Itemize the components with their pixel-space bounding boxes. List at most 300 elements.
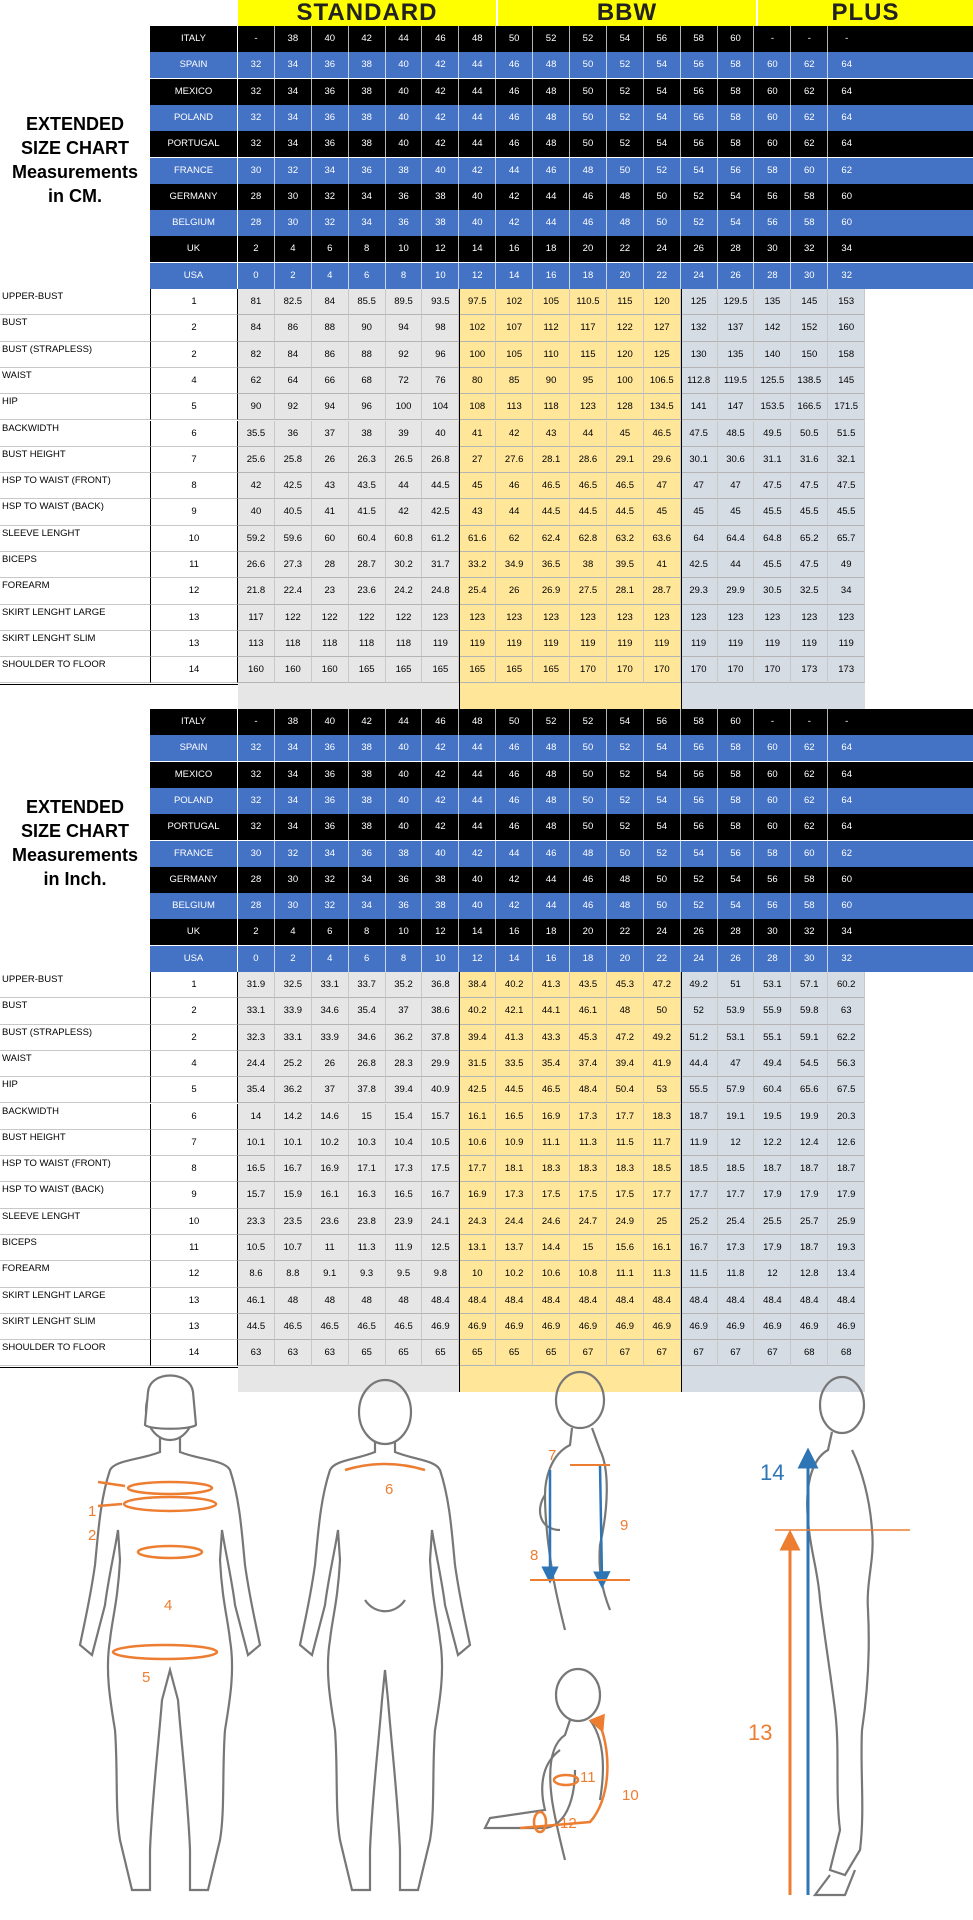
country-size-cell: 26 — [681, 919, 718, 945]
group-divider — [681, 972, 682, 1392]
label-9: 9 — [620, 1517, 629, 1534]
measurement-cell: 165 — [386, 657, 423, 683]
measurement-cell: 48.4 — [422, 1288, 459, 1314]
country-size-cell: 32 — [238, 735, 275, 761]
measurement-cell: 119 — [570, 631, 607, 657]
country-size-cell: 32 — [791, 236, 828, 262]
measurement-cell: 47.2 — [644, 972, 681, 998]
measurement-cell: 33.9 — [312, 1025, 349, 1051]
country-size-cell: 60 — [791, 158, 828, 184]
measurement-cell: 48.4 — [644, 1288, 681, 1314]
measurement-row — [0, 1261, 973, 1287]
measurement-cell: 119 — [718, 631, 755, 657]
measurement-cell: 60.4 — [349, 526, 386, 552]
measurement-cell: 43.5 — [349, 473, 386, 499]
measurement-cell: 26.6 — [238, 552, 275, 578]
measurement-cell: 10.7 — [275, 1235, 312, 1261]
measurement-cell: 16.3 — [349, 1182, 386, 1208]
measurement-label: BACKWIDTH — [0, 1104, 150, 1130]
country-size-cell: 60 — [754, 131, 791, 157]
measurement-cell: 17.3 — [718, 1235, 755, 1261]
measurement-cell: 18.1 — [496, 1156, 533, 1182]
measurement-cell: 35.5 — [238, 421, 275, 447]
country-size-cell: 28 — [238, 184, 275, 210]
measurement-cell: 63.2 — [607, 526, 644, 552]
country-size-cell: 2 — [238, 236, 275, 262]
measurement-cell: 65.2 — [791, 526, 828, 552]
country-size-cell: 54 — [718, 867, 755, 893]
country-size-cell: 32 — [312, 184, 349, 210]
measurement-number: 1 — [150, 972, 238, 998]
measurement-cell: 80 — [459, 368, 496, 394]
country-size-cell: 36 — [312, 79, 349, 105]
measurement-cell: 160 — [238, 657, 275, 683]
measurement-cell: 84 — [275, 342, 312, 368]
measurement-number: 4 — [150, 368, 238, 394]
measurement-cell: 12.8 — [791, 1261, 828, 1287]
country-size-cell: 56 — [681, 131, 718, 157]
measurement-cell: 41 — [459, 421, 496, 447]
country-row — [150, 946, 973, 972]
measurement-cell: 17.9 — [791, 1182, 828, 1208]
measurement-cell: 90 — [349, 315, 386, 341]
measurement-cell: 86 — [312, 342, 349, 368]
label-6: 6 — [385, 1481, 394, 1498]
measurement-cell: 24.4 — [496, 1209, 533, 1235]
measurement-cell: 54.5 — [791, 1051, 828, 1077]
measurement-cell: 10.1 — [238, 1130, 275, 1156]
country-size-cell: 62 — [791, 79, 828, 105]
country-size-cell: - — [238, 709, 275, 735]
measurement-cell: 10.1 — [275, 1130, 312, 1156]
measurement-cell: 26.8 — [422, 447, 459, 473]
measurement-cell: 59.8 — [791, 998, 828, 1024]
measurement-cell: 48.4 — [828, 1288, 865, 1314]
measurement-number: 5 — [150, 1077, 238, 1103]
country-size-cell: 38 — [349, 788, 386, 814]
country-size-cell: 34 — [275, 788, 312, 814]
measurement-cell: 18.7 — [681, 1104, 718, 1130]
measurement-cell: 37.8 — [422, 1025, 459, 1051]
measurement-label: HSP TO WAIST (FRONT) — [0, 473, 150, 499]
measurement-row — [0, 447, 973, 473]
measurement-cell: 42 — [496, 421, 533, 447]
measurement-label: WAIST — [0, 1051, 150, 1077]
country-size-cell: 40 — [459, 184, 496, 210]
measurement-row — [0, 315, 973, 341]
measurement-cell: 66 — [312, 368, 349, 394]
measurement-cell: 150 — [791, 342, 828, 368]
measurement-cell: 42.5 — [275, 473, 312, 499]
measurement-cell: 18.3 — [570, 1156, 607, 1182]
country-size-cell: 22 — [607, 919, 644, 945]
country-size-cell: 60 — [754, 79, 791, 105]
country-size-cell: 64 — [841, 821, 852, 833]
country-size-cell: 30 — [275, 893, 312, 919]
country-size-cell: 54 — [718, 184, 755, 210]
country-name: UK — [150, 236, 238, 262]
measurement-number: 6 — [150, 421, 238, 447]
measurement-cell: 41.3 — [533, 972, 570, 998]
measurement-cell: 15.6 — [607, 1235, 644, 1261]
cm-size-table — [0, 26, 973, 709]
measurement-cell: 95 — [570, 368, 607, 394]
measurement-row — [0, 552, 973, 578]
measurement-cell: 119 — [422, 631, 459, 657]
country-size-cell: 54 — [718, 893, 755, 919]
country-size-cell: 8 — [349, 236, 386, 262]
measurement-cell: 173 — [791, 657, 828, 683]
measurement-row — [0, 1025, 973, 1051]
country-row — [150, 893, 973, 919]
country-size-cell: 20 — [607, 946, 644, 972]
measurement-row — [0, 1156, 973, 1182]
country-size-cell: 20 — [570, 236, 607, 262]
measurement-cell: 46.9 — [718, 1314, 755, 1340]
measurement-cell: 118 — [275, 631, 312, 657]
measurement-cell: 23.6 — [349, 578, 386, 604]
measurement-cell: 45.3 — [607, 972, 644, 998]
country-size-cell: 42 — [496, 893, 533, 919]
country-size-cell: 32 — [791, 919, 828, 945]
measurement-cell: 8.6 — [238, 1261, 275, 1287]
country-size-cell: 44 — [496, 841, 533, 867]
measurement-cell: 29.9 — [718, 578, 755, 604]
country-size-cell: 48 — [533, 735, 570, 761]
measurement-cell: 34.6 — [312, 998, 349, 1024]
country-size-cell: 40 — [386, 79, 423, 105]
country-size-cell: 32 — [312, 210, 349, 236]
country-size-cell: 42 — [496, 210, 533, 236]
country-size-cell: 48 — [533, 814, 570, 840]
country-size-cell: 52 — [607, 52, 644, 78]
measurement-cell: 25.8 — [275, 447, 312, 473]
measurement-cell: 17.5 — [422, 1156, 459, 1182]
country-row — [150, 841, 973, 867]
country-size-cell: 54 — [718, 210, 755, 236]
country-size-cell: 52 — [644, 841, 681, 867]
country-name: FRANCE — [150, 841, 238, 867]
measurement-cell: 11.3 — [349, 1235, 386, 1261]
measurement-cell: 62.8 — [570, 526, 607, 552]
measurement-cell: 8.8 — [275, 1261, 312, 1287]
measurement-cell: 26.9 — [533, 578, 570, 604]
country-size-cell: 40 — [386, 762, 423, 788]
measurement-cell: 37.4 — [570, 1051, 607, 1077]
measurement-cell: 37 — [386, 998, 423, 1024]
measurement-cell: 135 — [754, 289, 791, 315]
measurement-cell: 16.9 — [459, 1182, 496, 1208]
measurement-cell: 45 — [644, 499, 681, 525]
measurement-cell: 46.1 — [570, 998, 607, 1024]
country-size-cell: 32 — [238, 762, 275, 788]
measurement-cell: 49.5 — [754, 421, 791, 447]
country-name: USA — [150, 263, 238, 289]
country-size-cell: 56 — [718, 158, 755, 184]
country-size-cell: 28 — [238, 867, 275, 893]
measurement-number: 2 — [150, 315, 238, 341]
country-size-cell: 56 — [681, 735, 718, 761]
measurement-cell: 32.5 — [275, 972, 312, 998]
measurement-cell: 46.5 — [312, 1314, 349, 1340]
country-size-cell: 0 — [238, 946, 275, 972]
measurement-cell: 23.8 — [349, 1209, 386, 1235]
measurement-cell: 23.3 — [238, 1209, 275, 1235]
measurement-cell: 123 — [422, 605, 459, 631]
measurement-cell: 98 — [422, 315, 459, 341]
measurement-cell: 123 — [828, 605, 865, 631]
country-size-cell: 38 — [349, 814, 386, 840]
measurement-cell: 16.1 — [312, 1182, 349, 1208]
measurement-cell: 94 — [386, 315, 423, 341]
measurement-number: 13 — [150, 1314, 238, 1340]
measurement-cell: 96 — [422, 342, 459, 368]
title-line: EXTENDED — [25, 114, 124, 134]
measurement-cell: 28.6 — [570, 447, 607, 473]
country-size-cell: 36 — [312, 788, 349, 814]
measurement-cell: 108 — [459, 394, 496, 420]
measurement-cell: 24.8 — [422, 578, 459, 604]
measurement-cell: 11.7 — [644, 1130, 681, 1156]
country-size-cell: 54 — [607, 709, 644, 735]
measurement-cell: 16.1 — [459, 1104, 496, 1130]
measurement-cell: 53 — [644, 1077, 681, 1103]
country-size-cell: 30 — [238, 841, 275, 867]
country-size-cell: 64 — [841, 742, 852, 754]
measurement-cell: 53.9 — [718, 998, 755, 1024]
measurement-cell: 100 — [607, 368, 644, 394]
country-size-cell: 36 — [312, 814, 349, 840]
country-size-cell: 48 — [459, 26, 496, 52]
country-size-cell: 44 — [459, 79, 496, 105]
country-size-cell: 52 — [681, 184, 718, 210]
measurement-cell: 30.6 — [718, 447, 755, 473]
country-size-cell: 54 — [681, 841, 718, 867]
measurement-cell: 90 — [238, 394, 275, 420]
measurement-cell: 119 — [791, 631, 828, 657]
label-8: 8 — [530, 1547, 539, 1564]
measurement-cell: 12.6 — [828, 1130, 865, 1156]
measurement-cell: 38.6 — [422, 998, 459, 1024]
measurement-cell: 16.9 — [312, 1156, 349, 1182]
measurement-cell: 123 — [791, 605, 828, 631]
measurement-cell: 23.6 — [312, 1209, 349, 1235]
country-size-cell: 44 — [386, 26, 423, 52]
measurement-cell: 49.4 — [754, 1051, 791, 1077]
country-size-cell: 38 — [422, 893, 459, 919]
measurement-cell: 153 — [828, 289, 865, 315]
measurement-cell: 62 — [238, 368, 275, 394]
measurement-cell: 51.5 — [828, 421, 865, 447]
measurement-cell: 11.5 — [607, 1130, 644, 1156]
measurement-cell: 18.5 — [644, 1156, 681, 1182]
country-size-cell: - — [754, 709, 791, 735]
label-13: 13 — [748, 1720, 773, 1745]
measurement-cell: 49.2 — [644, 1025, 681, 1051]
country-size-cell: 32 — [841, 269, 852, 281]
measurement-cell: 44 — [496, 499, 533, 525]
country-size-cell: 52 — [681, 210, 718, 236]
country-size-cell: 50 — [644, 867, 681, 893]
measurement-cell: 49 — [828, 552, 865, 578]
measurement-cell: 38.4 — [459, 972, 496, 998]
country-size-cell: 40 — [386, 131, 423, 157]
country-size-cell: 28 — [718, 236, 755, 262]
measurement-cell: 43.5 — [570, 972, 607, 998]
measurement-row — [0, 1182, 973, 1208]
country-name: BELGIUM — [150, 893, 238, 919]
measurement-cell: 67 — [644, 1340, 681, 1366]
measurement-cell: 53.1 — [754, 972, 791, 998]
country-size-cell: 54 — [644, 79, 681, 105]
group-divider — [459, 289, 460, 709]
measurement-number: 2 — [150, 1025, 238, 1051]
measurement-cell: 119.5 — [718, 368, 755, 394]
country-row — [150, 26, 973, 52]
country-size-cell: 50 — [607, 841, 644, 867]
country-size-cell: 60 — [754, 788, 791, 814]
measurement-cell: 112 — [533, 315, 570, 341]
country-name: ITALY — [150, 26, 238, 52]
measurement-cell: 55.5 — [681, 1077, 718, 1103]
measurement-cell: 12.2 — [754, 1130, 791, 1156]
title-line: SIZE CHART — [21, 821, 129, 841]
country-size-cell: 6 — [312, 919, 349, 945]
measurement-cell: 48.4 — [791, 1288, 828, 1314]
measurement-cell: 18.3 — [533, 1156, 570, 1182]
measurement-cell: 67 — [681, 1340, 718, 1366]
country-name: POLAND — [150, 105, 238, 131]
measurement-number: 13 — [150, 1288, 238, 1314]
country-size-cell: 4 — [275, 236, 312, 262]
country-size-cell: 4 — [312, 946, 349, 972]
measurement-cell: 30.2 — [386, 552, 423, 578]
measurement-cell: 31.5 — [459, 1051, 496, 1077]
title-line: in CM. — [48, 186, 102, 206]
measurement-cell: 14.2 — [275, 1104, 312, 1130]
country-size-cell: 0 — [238, 263, 275, 289]
country-size-cell: 54 — [644, 814, 681, 840]
measurement-cell: 33.1 — [275, 1025, 312, 1051]
measurement-cell: 118 — [386, 631, 423, 657]
measurement-cell: 25.4 — [459, 578, 496, 604]
country-size-cell: 58 — [718, 79, 755, 105]
measurement-cell: 43 — [533, 421, 570, 447]
measurement-cell: 28.3 — [386, 1051, 423, 1077]
measurement-cell: 9.3 — [349, 1261, 386, 1287]
inch-size-table — [0, 709, 973, 1392]
measurement-cell: 90 — [533, 368, 570, 394]
measurement-cell: 25.9 — [828, 1209, 865, 1235]
measurement-cell: 11.9 — [681, 1130, 718, 1156]
measurement-cell: 63 — [828, 998, 865, 1024]
measurement-cell: 15.9 — [275, 1182, 312, 1208]
country-size-cell: 2 — [275, 946, 312, 972]
measurement-cell: 16.7 — [681, 1235, 718, 1261]
measurement-cell: 10.8 — [570, 1261, 607, 1287]
measurement-cell: 10.6 — [459, 1130, 496, 1156]
country-size-cell: 40 — [386, 788, 423, 814]
country-size-cell: 60 — [754, 52, 791, 78]
country-size-cell: 52 — [607, 131, 644, 157]
country-size-cell: 34 — [349, 210, 386, 236]
measurement-cell: 41 — [644, 552, 681, 578]
country-size-cell: 58 — [791, 893, 828, 919]
measurement-cell: 17.7 — [459, 1156, 496, 1182]
measurement-cell: 132 — [681, 315, 718, 341]
country-size-cell: 38 — [349, 762, 386, 788]
country-size-cell: 12 — [422, 919, 459, 945]
country-size-cell: 34 — [275, 105, 312, 131]
country-size-cell: 44 — [533, 184, 570, 210]
measurement-cell: 47.5 — [828, 473, 865, 499]
size-chart-title — [0, 112, 150, 208]
measurement-cell: 134.5 — [644, 394, 681, 420]
country-size-cell: 58 — [718, 105, 755, 131]
measurement-cell: 42 — [386, 499, 423, 525]
country-size-cell: 60 — [841, 190, 852, 202]
country-size-cell: 38 — [275, 709, 312, 735]
measurement-cell: 64.8 — [754, 526, 791, 552]
country-size-cell: 22 — [644, 263, 681, 289]
measurement-cell: 45.5 — [754, 499, 791, 525]
measurement-cell: 102 — [496, 289, 533, 315]
country-size-cell: 20 — [607, 263, 644, 289]
measurement-cell: 152 — [791, 315, 828, 341]
country-size-cell: 58 — [718, 814, 755, 840]
measurement-cell: 55.9 — [754, 998, 791, 1024]
country-row — [150, 263, 973, 289]
country-size-cell: 62 — [791, 131, 828, 157]
country-size-cell: 64 — [841, 768, 852, 780]
measurement-row — [0, 1077, 973, 1103]
measurement-cell: 123 — [644, 605, 681, 631]
measurement-cell: 57.1 — [791, 972, 828, 998]
country-size-cell: 36 — [386, 867, 423, 893]
country-size-cell: 34 — [349, 184, 386, 210]
country-size-cell: 56 — [754, 210, 791, 236]
measurement-cell: 48.5 — [718, 421, 755, 447]
measurement-cell: 11.3 — [570, 1130, 607, 1156]
measurement-row — [0, 1104, 973, 1130]
measurement-cell: 25.6 — [238, 447, 275, 473]
measurement-cell: 16.7 — [275, 1156, 312, 1182]
measurement-cell: 40 — [238, 499, 275, 525]
country-size-cell: 34 — [275, 52, 312, 78]
measurement-cell: 31.1 — [754, 447, 791, 473]
measurement-cell: 41 — [312, 499, 349, 525]
measurement-cell: 44.5 — [238, 1314, 275, 1340]
country-size-cell: 14 — [496, 946, 533, 972]
measurement-row — [0, 1209, 973, 1235]
country-row — [150, 52, 973, 78]
measurement-label: HSP TO WAIST (FRONT) — [0, 1156, 150, 1182]
measurement-cell: 10.2 — [312, 1130, 349, 1156]
measurement-cell: 44.5 — [422, 473, 459, 499]
measurement-cell: 26 — [312, 1051, 349, 1077]
measurement-cell: 81 — [238, 289, 275, 315]
country-size-cell: 58 — [791, 867, 828, 893]
country-size-cell: 42 — [349, 709, 386, 735]
country-name: PORTUGAL — [150, 814, 238, 840]
measurement-number: 2 — [150, 342, 238, 368]
country-size-cell: 30 — [275, 210, 312, 236]
country-size-cell: 50 — [570, 814, 607, 840]
measurement-cell: 51.2 — [681, 1025, 718, 1051]
country-size-cell: 52 — [607, 814, 644, 840]
measurement-cell: 68 — [791, 1340, 828, 1366]
country-size-cell: 40 — [312, 709, 349, 735]
